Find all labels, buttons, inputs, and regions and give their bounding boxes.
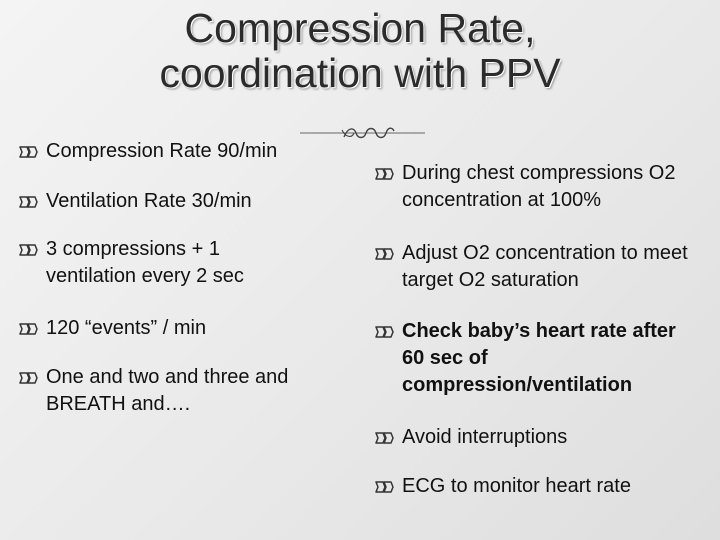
list-item (374, 318, 694, 399)
list-item (18, 364, 338, 418)
quotation-bullet-icon (18, 242, 38, 258)
quotation-bullet-icon (374, 430, 394, 446)
quotation-bullet-icon (374, 246, 394, 262)
quotation-bullet-icon (374, 166, 394, 182)
list-item (374, 160, 694, 214)
bullet-text: Ventilation Rate 30/min (46, 190, 252, 212)
slide-title (0, 6, 720, 96)
list-item (374, 240, 696, 294)
list-item (18, 188, 338, 215)
bullet-text: Compression Rate 90/min (46, 140, 278, 162)
list-item (18, 315, 338, 342)
slide-title-line-1: Compression Rate, (184, 5, 536, 51)
bullet-text: During chest compressions O2 concentration at 100% (402, 162, 676, 211)
quotation-bullet-icon (374, 324, 394, 340)
quotation-bullet-icon (18, 194, 38, 210)
list-item (18, 138, 338, 165)
bullet-text: ECG to monitor heart rate (402, 475, 631, 497)
bullet-text: 3 compressions + 1 ventilation every 2 sec (46, 238, 244, 287)
quotation-bullet-icon (18, 144, 38, 160)
quotation-bullet-icon (18, 370, 38, 386)
list-item (374, 424, 704, 451)
bullet-text: Avoid interruptions (402, 426, 568, 448)
list-item (18, 236, 288, 290)
bullet-text: 120 “events” / min (46, 317, 207, 339)
bullet-text: Check baby’s heart rate after 60 sec of compression/ventilation (402, 320, 676, 396)
bullet-text: Adjust O2 concentration to meet target O2 saturation (402, 242, 688, 291)
quotation-bullet-icon (374, 479, 394, 495)
quotation-bullet-icon (18, 321, 38, 337)
slide-title-line-2: coordination with PPV (159, 50, 561, 96)
bullet-text: One and two and three and BREATH and…. (46, 366, 289, 415)
list-item (374, 473, 704, 500)
